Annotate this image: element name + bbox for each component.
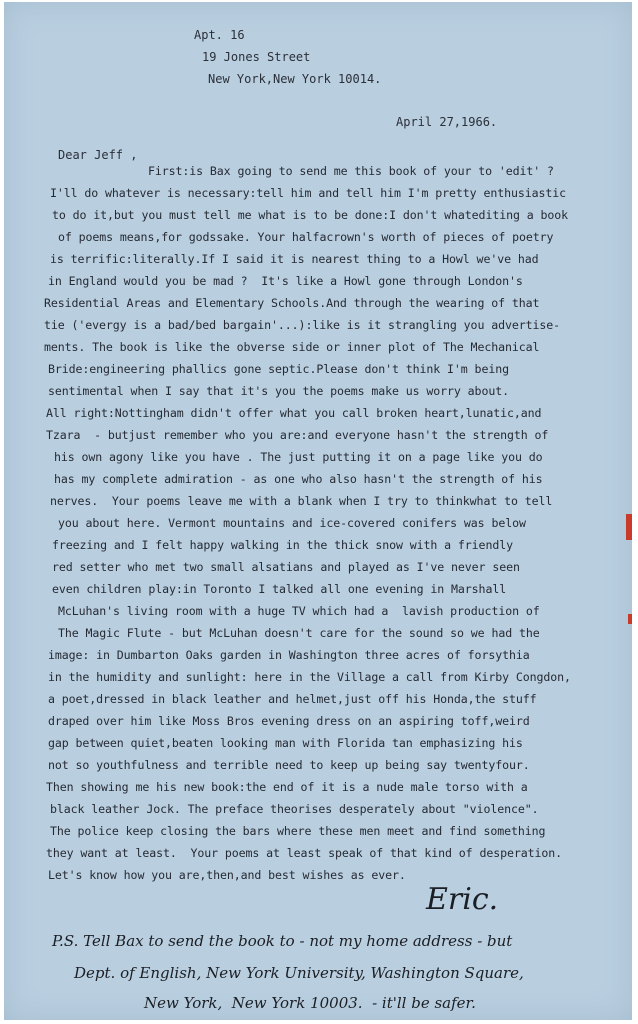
body-line: sentimental when I say that it's you the poems make us worry about. (48, 384, 509, 398)
body-line: McLuhan's living room with a huge TV which had a lavish production of (58, 604, 540, 618)
body-line: has my complete admiration - as one who also hasn't the strength of his (54, 472, 543, 486)
postscript-line: P.S. Tell Bax to send the book to - not my home address - but (52, 932, 513, 950)
body-line: freezing and I felt happy walking in the thick snow with a friendly (52, 538, 513, 552)
body-line: in the humidity and sunlight: here in the Village a call from Kirby Congdon, (48, 670, 571, 684)
body-line: I'll do whatever is necessary:tell him and tell him I'm pretty enthusiastic (50, 186, 567, 200)
body-line: First:is Bax going to send me this book of your to 'edit' ? (148, 164, 554, 178)
signature: Eric. (426, 882, 499, 917)
body-line: The police keep closing the bars where these men meet and find something (50, 824, 546, 838)
body-line: The Magic Flute - but McLuhan doesn't care for the sound so we had the (58, 626, 540, 640)
address-line-city: New York,New York 10014. (208, 72, 382, 86)
body-line: you about here. Vermont mountains and ice-covered conifers was below (58, 516, 526, 530)
body-line: draped over him like Moss Bros evening dress on an aspiring toff,weird (48, 714, 530, 728)
body-line: not so youthfulness and terrible need to keep up being say twentyfour. (48, 758, 530, 772)
body-line: All right:Nottingham didn't offer what you call broken heart,lunatic,and (46, 406, 542, 420)
body-line: nerves. Your poems leave me with a blank when I try to thinkwhat to tell (50, 494, 553, 508)
letter-date: April 27,1966. (396, 115, 498, 129)
body-line: Let's know how you are,then,and best wishes as ever. (48, 868, 406, 882)
red-edge-mark (626, 514, 632, 540)
body-line: his own agony like you have . The just putting it on a page like you do (54, 450, 543, 464)
body-line: tie ('evergy is a bad/bed bargain'...):like is it strangling you advertise- (44, 318, 561, 332)
postscript-line: New York, New York 10003. - it'll be safer. (144, 994, 476, 1012)
postscript-line: Dept. of English, New York University, Washington Square, (74, 964, 524, 982)
red-edge-mark (628, 614, 632, 624)
body-line: even children play:in Toronto I talked all one evening in Marshall (52, 582, 507, 596)
body-line: is terrific:literally.If I said it is nearest thing to a Howl we've had (50, 252, 539, 266)
body-line: of poems means,for godssake. Your halfacrown's worth of pieces of poetry (58, 230, 554, 244)
body-line: black leather Jock. The preface theorises desperately about "violence". (50, 802, 539, 816)
body-line: ments. The book is like the obverse side or inner plot of The Mechanical (44, 340, 540, 354)
address-line-street: 19 Jones Street (202, 50, 311, 64)
address-line-apt: Apt. 16 (194, 28, 245, 42)
body-line: in England would you be mad ? It's like a Howl gone through London's (48, 274, 523, 288)
body-line: Tzara - butjust remember who you are:and everyone hasn't the strength of (46, 428, 549, 442)
body-line: Residential Areas and Elementary Schools.And through the wearing of that (44, 296, 540, 310)
body-line: they want at least. Your poems at least speak of that kind of desperation. (46, 846, 563, 860)
body-line: red setter who met two small alsatians and played as I've never seen (52, 560, 520, 574)
body-line: a poet,dressed in black leather and helmet,just off his Honda,the stuff (48, 692, 537, 706)
body-line: gap between quiet,beaten looking man with Florida tan emphasizing his (48, 736, 523, 750)
salutation: Dear Jeff , (58, 148, 138, 162)
body-line: to do it,but you must tell me what is to be done:I don't whatediting a book (52, 208, 569, 222)
body-line: Bride:engineering phallics gone septic.Please don't think I'm being (48, 362, 509, 376)
body-line: Then showing me his new book:the end of it is a nude male torso with a (46, 780, 528, 794)
letter-page (4, 2, 632, 1020)
body-line: image: in Dumbarton Oaks garden in Washington three acres of forsythia (48, 648, 530, 662)
